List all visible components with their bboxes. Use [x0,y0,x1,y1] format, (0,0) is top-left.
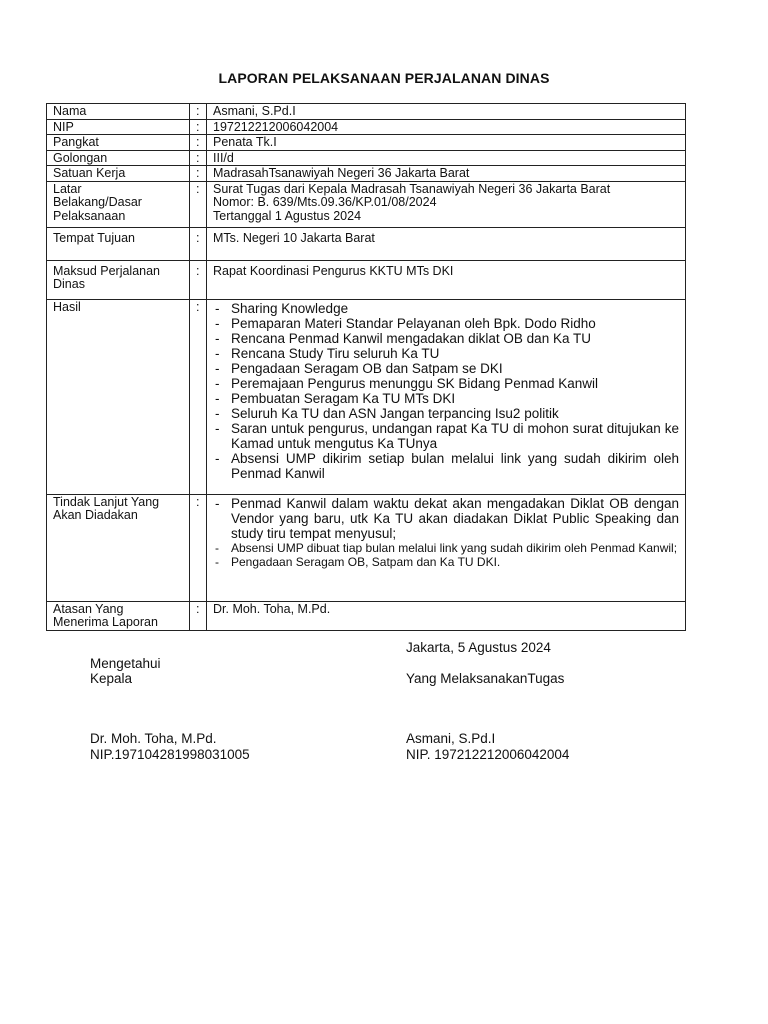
table-row [47,260,686,299]
list-item: - Saran untuk pengurus, undangan rapat Ka TU di mohon surat ditujukan ke Kamad untuk mengutus Ka TUnya [213,421,679,451]
label-line: Atasan Yang [53,601,124,616]
label-nama: Nama [47,104,190,120]
label-line: Latar [53,181,82,196]
tindak-list-main [213,496,679,541]
separator: : [190,260,207,299]
label-line: Pelaksanaan [53,208,126,223]
value-satuan-kerja: MadrasahTsanawiyah Negeri 36 Jakarta Barat [207,166,686,182]
table-row [47,150,686,166]
list-item: - Absensi UMP dikirim setiap bulan melalui link yang sudah dikirim oleh Penmad Kanwil [213,451,679,481]
value-pangkat: Penata Tk.I [207,135,686,151]
table-row [47,299,686,494]
label-line: Tindak Lanjut Yang [53,494,160,509]
label-latar-belakang [47,181,190,227]
list-item: - Penmad Kanwil dalam waktu dekat akan mengadakan Diklat OB dengan Vendor yang baru, utk Ka TU akan diadakan Diklat Public Speaking dan study tiru tempat menyusul; [213,496,679,541]
table-row [47,135,686,151]
table-row [47,494,686,601]
separator: : [190,119,207,135]
list-item: - Pengadaan Seragam OB dan Satpam se DKI [213,361,679,376]
list-item: - Rencana Study Tiru seluruh Ka TU [213,346,679,361]
value-line: Tertanggal 1 Agustus 2024 [213,208,362,223]
value-line: Surat Tugas dari Kepala Madrasah Tsanawiyah Negeri 36 Jakarta Barat [213,181,611,196]
value-atasan: Dr. Moh. Toha, M.Pd. [207,601,686,630]
value-line: Nomor: B. 639/Mts.09.36/KP.01/08/2024 [213,195,437,209]
table-row [47,119,686,135]
label-pangkat: Pangkat [47,135,190,151]
label-line: Dinas [53,277,85,291]
report-title: LAPORAN PELAKSANAAN PERJALANAN DINAS [218,70,550,86]
place-date: Jakarta, 5 Agustus 2024 [406,640,551,655]
value-latar-belakang [207,181,686,227]
label-line: Maksud Perjalanan [53,263,161,278]
value-hasil [207,299,686,494]
table-row [47,227,686,260]
separator: : [190,494,207,601]
kepala-nip: NIP.197104281998031005 [90,747,250,762]
label-golongan: Golongan [47,150,190,166]
list-item: - Pemaparan Materi Standar Pelayanan oleh Bpk. Dodo Ridho [213,316,679,331]
value-nip: 197212212006042004 [207,119,686,135]
list-item: - Seluruh Ka TU dan ASN Jangan terpancing Isu2 politik [213,406,679,421]
table-row [47,181,686,227]
table-row [47,104,686,120]
pelaksana-name: Asmani, S.Pd.I [406,731,496,746]
value-tindak-lanjut [207,494,686,601]
separator: : [190,601,207,630]
label-line: Akan Diadakan [53,508,138,522]
kepala-name: Dr. Moh. Toha, M.Pd. [90,731,217,746]
list-item: - Pengadaan Seragam OB, Satpam dan Ka TU DKI. [213,555,679,569]
separator: : [190,299,207,494]
value-golongan: III/d [207,150,686,166]
label-line: Menerima Laporan [53,615,158,629]
label-maksud [47,260,190,299]
hasil-list [213,301,679,481]
table-row [47,166,686,182]
report-table [46,103,686,631]
kepala-label: Kepala [90,671,133,686]
mengetahui-label: Mengetahui [90,656,161,671]
label-tempat-tujuan: Tempat Tujuan [47,227,190,260]
value-maksud: Rapat Koordinasi Pengurus KKTU MTs DKI [207,260,686,299]
label-satuan-kerja: Satuan Kerja [47,166,190,182]
label-atasan [47,601,190,630]
label-line: Belakang/Dasar [53,195,142,209]
separator: : [190,166,207,182]
label-tindak-lanjut [47,494,190,601]
pelaksana-role: Yang MelaksanakanTugas [406,671,565,686]
list-item: - Peremajaan Pengurus menunggu SK Bidang Penmad Kanwil [213,376,679,391]
tindak-list-small [213,541,679,569]
value-tempat-tujuan: MTs. Negeri 10 Jakarta Barat [207,227,686,260]
separator: : [190,227,207,260]
separator: : [190,135,207,151]
pelaksana-nip: NIP. 197212212006042004 [406,747,570,762]
label-hasil: Hasil [47,299,190,494]
separator: : [190,104,207,120]
list-item: - Rencana Penmad Kanwil mengadakan diklat OB dan Ka TU [213,331,679,346]
table-row [47,601,686,630]
separator: : [190,181,207,227]
separator: : [190,150,207,166]
list-item: - Sharing Knowledge [213,301,679,316]
list-item: - Pembuatan Seragam Ka TU MTs DKI [213,391,679,406]
list-item: - Absensi UMP dibuat tiap bulan melalui link yang sudah dikirim oleh Penmad Kanwil; [213,541,679,555]
label-nip: NIP [47,119,190,135]
value-nama: Asmani, S.Pd.I [207,104,686,120]
